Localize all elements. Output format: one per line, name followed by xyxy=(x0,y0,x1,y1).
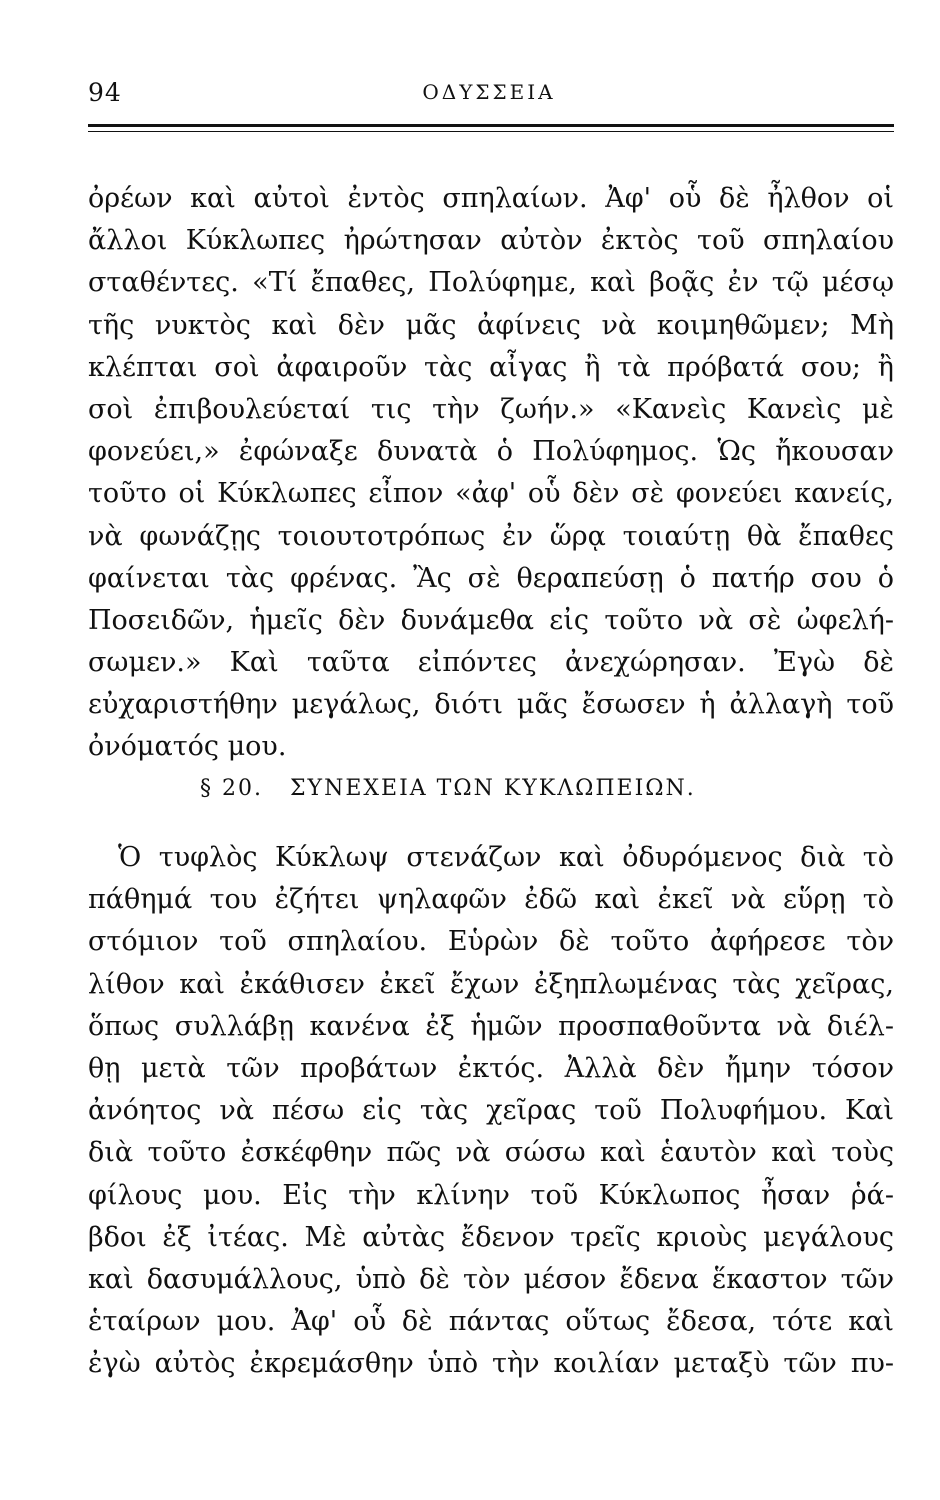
text-line: πάθημά του ἐζήτει ψηλαφῶν ἐδῶ καὶ ἐκεῖ νὰ εὕρῃ τὸ xyxy=(88,884,894,916)
text-line: σταθέντες. «Τί ἔπαθες, Πολύφημε, καὶ βοᾷς ἐν τῷ μέσῳ xyxy=(88,267,894,299)
text-line: σοὶ ἐπιβουλεύεταί τις τὴν ζωήν.» «Κανεὶς Κανεὶς μὲ xyxy=(88,393,894,425)
text-line: τῆς νυκτὸς καὶ δὲν μᾶς ἀφίνεις νὰ κοιμηθῶμεν; Μὴ xyxy=(88,309,894,341)
text-line: θῃ μετὰ τῶν προβάτων ἐκτός. Ἀλλὰ δὲν ἤμην τόσον xyxy=(88,1052,894,1084)
running-title: ΟΔΥΣΣΕΙΑ xyxy=(422,80,556,104)
text-line: ἀνόητος νὰ πέσω εἰς τὰς χεῖρας τοῦ Πολυφήμου. Καὶ xyxy=(88,1095,894,1127)
text-line: στόμιον τοῦ σπηλαίου. Εὑρὼν δὲ τοῦτο ἀφήρεσε τὸν xyxy=(88,926,894,958)
text-line: ἄλλοι Κύκλωπες ἠρώτησαν αὐτὸν ἐκτὸς τοῦ σπηλαίου xyxy=(88,225,894,257)
text-line: νὰ φωνάζῃς τοιουτοτρόπως ἐν ὥρᾳ τοιαύτῃ θὰ ἔπαθες xyxy=(88,520,894,552)
text-line: τοῦτο οἱ Κύκλωπες εἶπον «ἀφ' οὗ δὲν σὲ φονεύει κανείς, xyxy=(88,478,894,510)
text-line: Ποσειδῶν, ἡμεῖς δὲν δυνάμεθα εἰς τοῦτο νὰ σὲ ὠφελή- xyxy=(88,604,894,636)
page-header xyxy=(88,78,890,112)
text-line: βδοι ἐξ ἰτέας. Μὲ αὐτὰς ἔδενον τρεῖς κριοὺς μεγάλους xyxy=(88,1221,894,1253)
text-line: κλέπται σοὶ ἀφαιροῦν τὰς αἶγας ἢ τὰ πρόβατά σου; ἢ xyxy=(88,351,894,383)
paragraph-1 xyxy=(88,178,894,769)
text-line: εὐχαριστήθην μεγάλως, διότι μᾶς ἔσωσεν ἡ ἀλλαγὴ τοῦ xyxy=(88,689,894,721)
text-line: φαίνεται τὰς φρένας. Ἂς σὲ θεραπεύσῃ ὁ πατήρ σου ὁ xyxy=(88,562,894,594)
text-line: διὰ τοῦτο ἐσκέφθην πῶς νὰ σώσω καὶ ἑαυτὸν καὶ τοὺς xyxy=(88,1137,894,1169)
text-line: φονεύει,» ἐφώναξε δυνατὰ ὁ Πολύφημος. Ὡς ἤκουσαν xyxy=(88,436,894,468)
text-line: Ὁ τυφλὸς Κύκλωψ στενάζων καὶ ὀδυρόμενος διὰ τὸ xyxy=(118,842,894,873)
text-line: σωμεν.» Καὶ ταῦτα εἰπόντες ἀνεχώρησαν. Ἐγὼ δὲ xyxy=(88,647,894,679)
section-heading xyxy=(200,776,820,801)
text-line: ὅπως συλλάβῃ κανένα ἐξ ἡμῶν προσπαθοῦντα νὰ διέλ- xyxy=(88,1010,894,1042)
text-line: καὶ δασυμάλλους, ὑπὸ δὲ τὸν μέσον ἔδενα ἕκαστον τῶν xyxy=(88,1263,894,1295)
text-line: ἑταίρων μου. Ἀφ' οὗ δὲ πάντας οὕτως ἔδεσα, τότε καὶ xyxy=(88,1306,894,1338)
page-number: 94 xyxy=(88,78,122,107)
text-line: φίλους μου. Εἰς τὴν κλίνην τοῦ Κύκλωπος ἦσαν ῥά- xyxy=(88,1179,894,1211)
text-line: λίθον καὶ ἐκάθισεν ἐκεῖ ἔχων ἐξηπλωμένας τὰς χεῖρας, xyxy=(88,968,894,1000)
header-rule-thick xyxy=(88,124,894,127)
paragraph-2 xyxy=(88,837,894,1385)
text-line: ὀνόματός μου. xyxy=(88,731,287,763)
text-line: ἐγὼ αὐτὸς ἐκρεμάσθην ὑπὸ τὴν κοιλίαν μεταξὺ τῶν πυ- xyxy=(88,1348,894,1380)
header-rule-thin xyxy=(88,131,894,132)
section-number: § 20. xyxy=(200,776,263,801)
text-line: ὀρέων καὶ αὐτοὶ ἐντὸς σπηλαίων. Ἀφ' οὗ δὲ ἦλθον οἱ xyxy=(88,183,894,214)
section-title: ΣΥΝΕΧΕΙΑ ΤΩΝ ΚΥΚΛΩΠΕΙΩΝ. xyxy=(289,776,696,801)
